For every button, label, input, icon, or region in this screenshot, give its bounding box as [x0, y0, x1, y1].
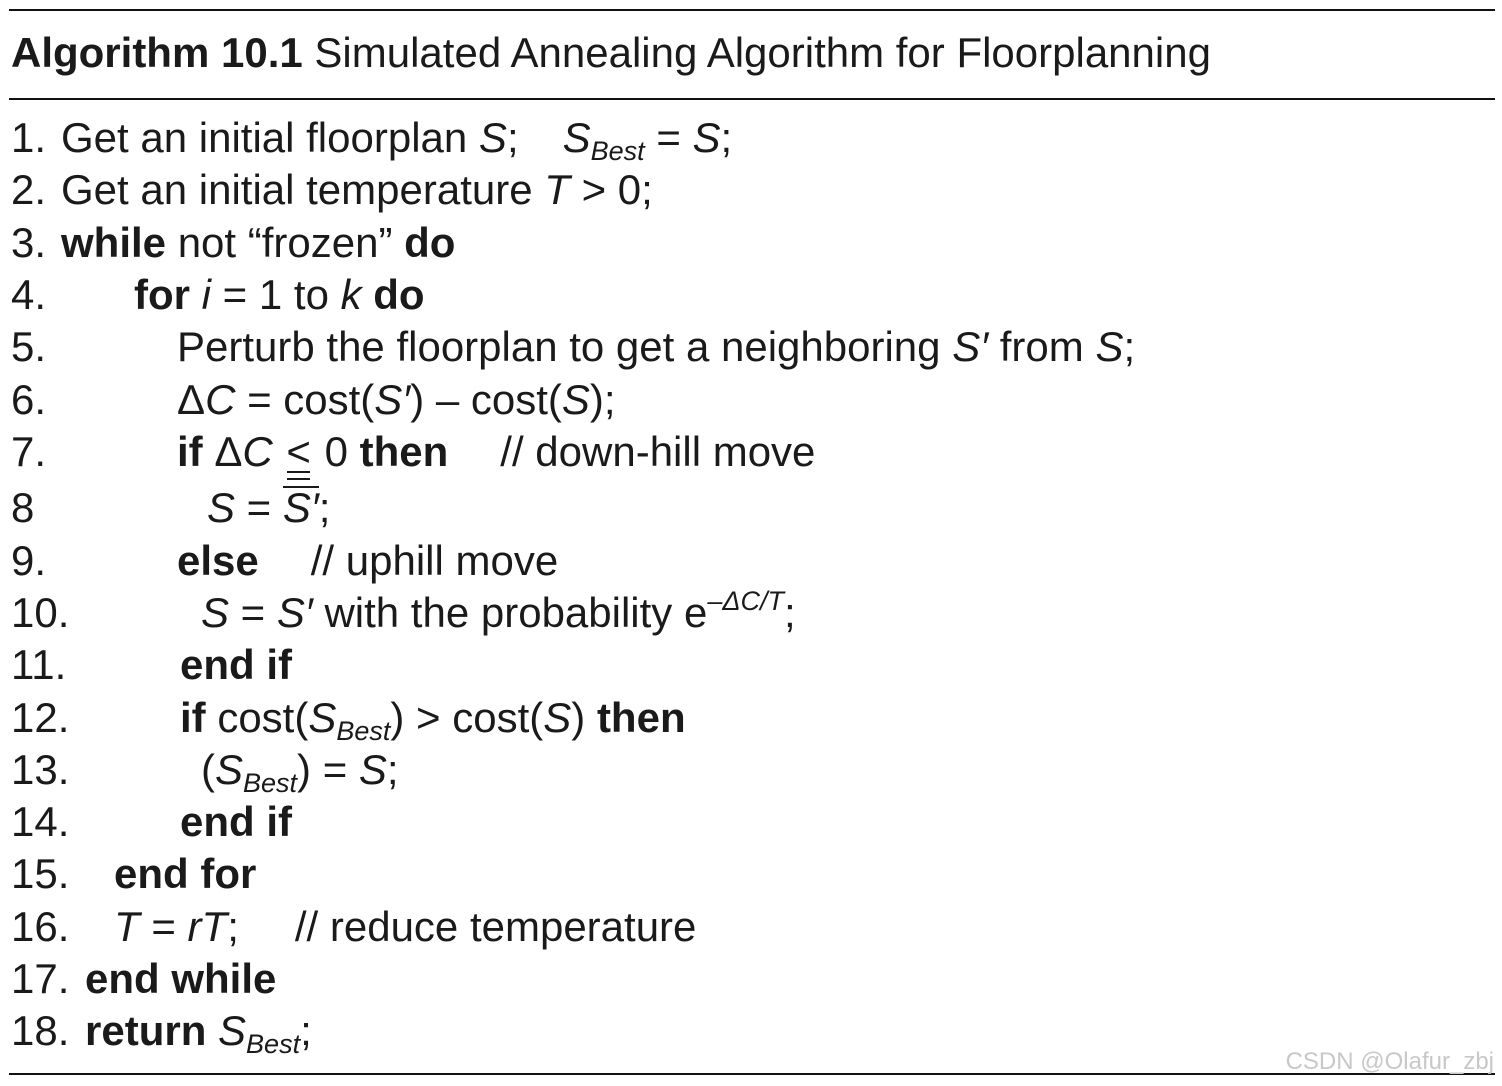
code-text: = — [139, 903, 188, 950]
math-var: S — [543, 694, 572, 741]
algorithm-line-5 — [11, 323, 1491, 371]
code-text: not “frozen” — [166, 219, 405, 266]
code-text: Δ — [202, 428, 243, 475]
code-text: ( — [201, 746, 215, 793]
code-text: ; — [318, 484, 331, 531]
code-text — [190, 271, 202, 318]
code-text: Δ — [177, 376, 206, 423]
line-code — [177, 376, 616, 424]
line-number: 10. — [11, 589, 70, 636]
code-text: = — [229, 589, 277, 636]
algorithm-line-14 — [11, 798, 1491, 846]
line-code — [180, 694, 686, 746]
line-code — [177, 537, 558, 585]
line-code — [85, 1007, 312, 1059]
header-rule — [9, 98, 1495, 100]
line-code — [61, 166, 653, 214]
algorithm-line-17 — [11, 955, 1491, 1003]
line-number: 16. — [11, 903, 70, 950]
math-var: T — [544, 166, 570, 213]
code-text — [206, 1007, 218, 1054]
algorithm-line-10 — [11, 586, 1491, 637]
keyword: end for — [114, 850, 257, 897]
code-text: = — [644, 114, 693, 161]
keyword: if — [177, 428, 203, 475]
top-rule — [9, 9, 1495, 11]
algorithm-line-7 — [11, 428, 1491, 476]
keyword: end if — [180, 798, 292, 845]
less-equal-symbol: < — [286, 428, 311, 475]
math-var: S — [218, 1007, 247, 1054]
line-number: 7. — [11, 428, 47, 475]
line-number: 15. — [11, 850, 70, 897]
math-var: S′ — [374, 376, 411, 423]
code-text: ; — [227, 903, 239, 950]
keyword: else — [177, 537, 259, 584]
math-var: S — [308, 694, 337, 741]
keyword: end if — [180, 641, 292, 688]
line-code — [61, 219, 455, 267]
math-var: rT — [187, 903, 228, 950]
math-var: C — [205, 376, 236, 423]
code-text: = cost( — [235, 376, 375, 423]
math-var: k — [340, 271, 362, 318]
bottom-rule — [9, 1073, 1495, 1075]
algorithm-line-3 — [11, 219, 1491, 267]
code-text: = — [235, 484, 283, 531]
line-code — [180, 798, 292, 846]
keyword: do — [373, 271, 425, 318]
algorithm-title: Simulated Annealing Algorithm for Floorplanning — [314, 29, 1211, 76]
line-number: 17. — [11, 955, 70, 1002]
math-superscript: –ΔC/T — [707, 586, 784, 616]
algorithm-line-16 — [11, 903, 1491, 951]
line-code — [114, 903, 696, 951]
code-text: ; — [720, 114, 733, 161]
math-var: S — [201, 589, 230, 636]
code-text: ; — [1123, 323, 1136, 370]
line-number: 9. — [11, 537, 47, 584]
keyword: then — [359, 428, 449, 475]
watermark-text: CSDN @Olafur_zbj — [1285, 1048, 1494, 1075]
line-number: 18. — [11, 1007, 70, 1054]
math-var: S — [478, 114, 507, 161]
keyword: for — [134, 271, 190, 318]
math-subscript: Best — [590, 136, 645, 166]
math-var: C — [242, 428, 273, 475]
code-text: = 1 to — [211, 271, 341, 318]
line-code — [114, 850, 256, 898]
math-var: S — [207, 484, 236, 531]
code-text: Get an initial floorplan — [61, 114, 479, 161]
math-subscript: Best — [336, 716, 391, 746]
line-number: 1. — [11, 114, 47, 161]
line-number: 3. — [11, 219, 47, 266]
algorithm-line-1 — [11, 114, 1491, 166]
code-text: ) — [571, 694, 597, 741]
line-code — [85, 955, 276, 1003]
math-var: S — [692, 114, 721, 161]
line-code — [201, 586, 796, 637]
code-text: ) – cost( — [410, 376, 562, 423]
keyword: end while — [85, 955, 277, 1002]
algorithm-line-11 — [11, 641, 1491, 689]
line-number: 6. — [11, 376, 47, 423]
line-number: 13. — [11, 746, 70, 793]
code-text: ; — [386, 746, 399, 793]
code-comment: // uphill move — [310, 537, 559, 584]
line-code — [134, 271, 425, 319]
algorithm-line-18 — [11, 1007, 1491, 1059]
math-var: S′ — [282, 484, 319, 531]
code-comment: // reduce temperature — [294, 903, 697, 950]
code-text: with the probability e — [312, 589, 708, 636]
math-var: S — [561, 376, 590, 423]
keyword: while — [61, 219, 167, 266]
algorithm-line-12 — [11, 694, 1491, 746]
code-text: ; — [783, 589, 796, 636]
keyword: do — [404, 219, 456, 266]
line-number: 8 — [11, 484, 35, 531]
code-text: ) = — [297, 746, 359, 793]
math-subscript: Best — [246, 1029, 301, 1059]
algorithm-header — [11, 28, 1211, 78]
algorithm-line-4 — [11, 271, 1491, 319]
math-var: i — [201, 271, 212, 318]
math-var: S′ — [276, 589, 313, 636]
code-text: > 0; — [569, 166, 653, 213]
line-code — [177, 323, 1135, 371]
code-text: ; — [506, 114, 519, 161]
math-var: S — [562, 114, 591, 161]
algorithm-line-2 — [11, 166, 1491, 214]
math-var: T — [114, 903, 140, 950]
line-code — [177, 428, 815, 476]
line-number: 14. — [11, 798, 70, 845]
keyword: then — [596, 694, 686, 741]
line-number: 4. — [11, 271, 47, 318]
keyword: if — [180, 694, 206, 741]
algorithm-line-6 — [11, 376, 1491, 424]
algorithm-line-13 — [11, 746, 1491, 798]
line-number: 11. — [11, 641, 67, 688]
code-text: from — [988, 323, 1096, 370]
line-code — [61, 114, 733, 166]
line-number: 12. — [11, 694, 70, 741]
code-text: ) > cost( — [390, 694, 544, 741]
line-code — [201, 746, 399, 798]
math-var: S — [358, 746, 387, 793]
math-var: S′ — [952, 323, 989, 370]
line-number: 5. — [11, 323, 47, 370]
code-comment: // down-hill move — [500, 428, 816, 475]
code-text: Get an initial temperature — [61, 166, 545, 213]
algorithm-line-15 — [11, 850, 1491, 898]
keyword: return — [85, 1007, 207, 1054]
math-var: S — [215, 746, 244, 793]
algorithm-line-9 — [11, 537, 1491, 585]
algorithm-line-8 — [11, 484, 1491, 532]
code-text: ; — [300, 1007, 312, 1054]
line-code — [180, 641, 292, 689]
math-var: S — [1095, 323, 1124, 370]
code-text: ); — [589, 376, 616, 423]
algorithm-label: Algorithm 10.1 — [11, 29, 303, 76]
line-number: 2. — [11, 166, 47, 213]
line-code — [207, 484, 330, 532]
math-subscript: Best — [243, 768, 298, 798]
code-text: Perturb the floorplan to get a neighboring — [177, 323, 953, 370]
code-text — [362, 271, 374, 318]
code-text: cost( — [205, 694, 309, 741]
code-text: 0 — [324, 428, 348, 475]
